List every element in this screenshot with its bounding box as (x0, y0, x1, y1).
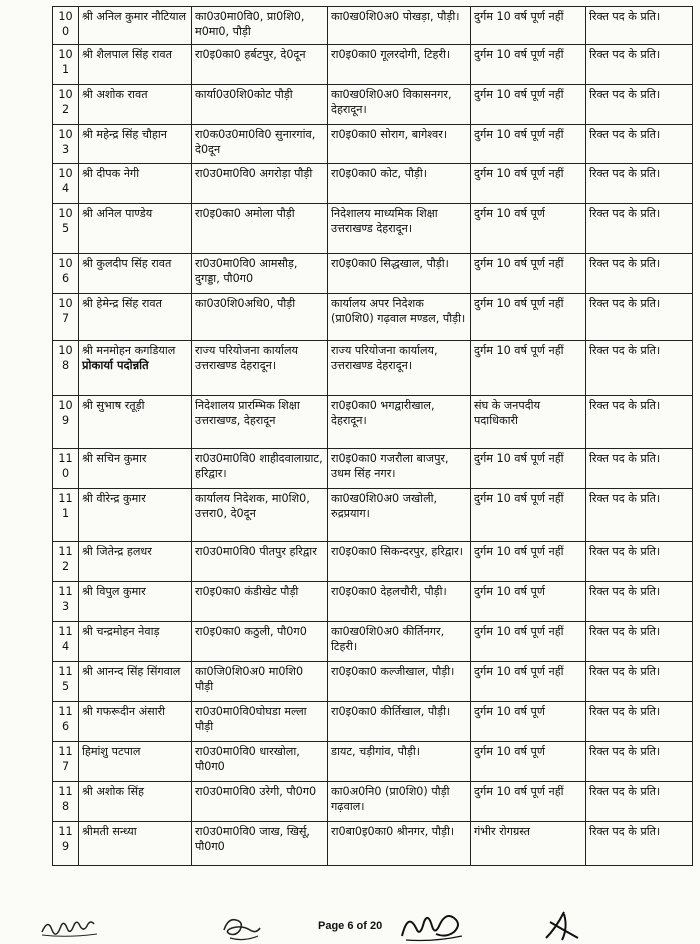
employee-name-cell (79, 742, 192, 782)
new-posting-text: रा0इ0का0 गूलरदोगी, टिहरी। (331, 48, 451, 61)
serial-number-cell (53, 341, 79, 396)
current-posting-text: कार्यालय निदेशक, मा0शि0, उत्तरा0, दे0दून (195, 492, 310, 520)
new-posting-cell (328, 742, 471, 782)
serial-number-text: 113 (58, 585, 73, 613)
reason-cell (471, 45, 586, 85)
table-row (53, 662, 693, 702)
remark-cell (586, 582, 693, 622)
employee-name-text: श्री चन्द्रमोहन नेवाड़ (82, 625, 160, 638)
serial-number-text: 101 (58, 48, 73, 76)
new-posting-cell (328, 489, 471, 542)
current-posting-text: रा0उ0मा0वि0 जाख, खिर्सू, पौ0ग0 (195, 825, 310, 853)
reason-cell (471, 164, 586, 204)
reason-text: दुर्गम 10 वर्ष पूर्ण (474, 705, 545, 718)
serial-number-cell (53, 254, 79, 294)
serial-number-cell (53, 294, 79, 341)
serial-number-text: 103 (58, 128, 73, 156)
page-number: Page 6 of 20 (318, 920, 383, 932)
employee-name-text: श्री वीरेन्द्र कुमार (82, 492, 146, 505)
remark-cell (586, 702, 693, 742)
serial-number-text: 109 (58, 399, 73, 427)
employee-name-cell (79, 662, 192, 702)
current-posting-cell (192, 662, 328, 702)
current-posting-cell (192, 542, 328, 582)
serial-number-cell (53, 85, 79, 125)
reason-text: दुर्गम 10 वर्ष पूर्ण नहीं (474, 297, 564, 310)
page-footer (0, 908, 700, 944)
current-posting-text: रा0इ0का0 कठुली, पौ0ग0 (195, 625, 307, 638)
remark-cell (586, 85, 693, 125)
remark-cell (586, 164, 693, 204)
new-posting-text: डायट, चड़ीगांव, पौड़ी। (331, 745, 421, 758)
serial-number-cell (53, 822, 79, 866)
current-posting-text: रा0क0उ0मा0वि0 सुनारगांव, दे0दून (195, 128, 316, 156)
serial-number-cell (53, 125, 79, 164)
table-row (53, 782, 693, 822)
reason-cell (471, 822, 586, 866)
new-posting-cell (328, 125, 471, 164)
current-posting-cell (192, 294, 328, 341)
employee-name-cell (79, 542, 192, 582)
current-posting-cell (192, 822, 328, 866)
table-row (53, 542, 693, 582)
remark-text: रिक्त पद के प्रति। (589, 344, 661, 357)
remark-cell (586, 341, 693, 396)
employee-name-cell (79, 782, 192, 822)
serial-number-cell (53, 449, 79, 489)
remark-cell (586, 7, 693, 45)
employee-name-cell (79, 622, 192, 662)
new-posting-text: रा0बा0इ0का0 श्रीनगर, पौड़ी। (331, 825, 455, 838)
serial-number-cell (53, 164, 79, 204)
serial-number-text: 117 (58, 745, 73, 773)
remark-text: रिक्त पद के प्रति। (589, 545, 661, 558)
employee-name-cell (79, 45, 192, 85)
serial-number-text: 108 (58, 344, 73, 372)
current-posting-text: रा0उ0मा0वि0 पीतपुर हरिद्वार (195, 545, 317, 558)
remark-cell (586, 204, 693, 254)
employee-name-text: श्री अनिल पाण्डेय (82, 207, 153, 220)
new-posting-cell (328, 341, 471, 396)
employee-name-text: श्री मनमोहन कगडियाल (82, 344, 176, 357)
reason-cell (471, 489, 586, 542)
reason-cell (471, 396, 586, 449)
employee-name-text: श्री महेन्द्र सिंह चौहान (82, 128, 167, 141)
new-posting-text: रा0इ0का0 गजरौला बाजपुर, उधम सिंह नगर। (331, 452, 449, 480)
remark-cell (586, 662, 693, 702)
employee-name-text: श्री विपुल कुमार (82, 585, 146, 598)
reason-cell (471, 204, 586, 254)
new-posting-cell (328, 85, 471, 125)
new-posting-text: रा0इ0का0 सिकन्दरपुर, हरिद्वार। (331, 545, 463, 558)
current-posting-cell (192, 582, 328, 622)
serial-number-text: 110 (58, 452, 73, 480)
current-posting-cell (192, 7, 328, 45)
serial-number-cell (53, 204, 79, 254)
current-posting-cell (192, 254, 328, 294)
new-posting-text: का0ख0शि0अ0 पोखड़ा, पौड़ी। (331, 10, 460, 23)
remark-cell (586, 294, 693, 341)
signature-far-right (538, 908, 588, 944)
employee-name-text: श्री सचिन कुमार (82, 452, 147, 465)
serial-number-cell (53, 7, 79, 45)
new-posting-text: रा0इ0का0 कल्जीखाल, पौड़ी। (331, 665, 455, 678)
reason-cell (471, 542, 586, 582)
employee-name-text: श्री सुभाष रतूड़ी (82, 399, 145, 412)
new-posting-cell (328, 204, 471, 254)
serial-number-text: 105 (58, 207, 73, 235)
remark-cell (586, 489, 693, 542)
current-posting-cell (192, 125, 328, 164)
reason-text: दुर्गम 10 वर्ष पूर्ण नहीं (474, 452, 564, 465)
new-posting-text: निदेशालय माध्यमिक शिक्षा उत्तराखण्ड देहरादून। (331, 207, 438, 235)
transfer-list-table (52, 6, 693, 866)
table-row (53, 164, 693, 204)
reason-text: दुर्गम 10 वर्ष पूर्ण नहीं (474, 625, 564, 638)
serial-number-cell (53, 702, 79, 742)
employee-name-cell (79, 125, 192, 164)
remark-text: रिक्त पद के प्रति। (589, 625, 661, 638)
employee-name-text: श्री आनन्द सिंह सिंगवाल (82, 665, 181, 678)
reason-text: दुर्गम 10 वर्ष पूर्ण नहीं (474, 48, 564, 61)
new-posting-text: का0ख0शि0अ0 जखोली, रुद्रप्रयाग। (331, 492, 438, 520)
current-posting-text: निदेशालय प्रारम्भिक शिक्षा उत्तराखण्ड, देहरादून (195, 399, 300, 427)
serial-number-cell (53, 396, 79, 449)
employee-name-cell (79, 582, 192, 622)
remark-text: रिक्त पद के प्रति। (589, 492, 661, 505)
reason-cell (471, 85, 586, 125)
serial-number-cell (53, 542, 79, 582)
new-posting-cell (328, 45, 471, 85)
serial-number-text: 102 (58, 88, 73, 116)
reason-text: दुर्गम 10 वर्ष पूर्ण नहीं (474, 492, 564, 505)
remark-cell (586, 45, 693, 85)
new-posting-text: रा0इ0का0 सिद्धखाल, पौड़ी। (331, 257, 449, 270)
employee-name-text: श्री कुलदीप सिंह रावत (82, 257, 172, 270)
employee-name-cell (79, 7, 192, 45)
remark-cell (586, 449, 693, 489)
serial-number-text: 104 (58, 167, 73, 195)
remark-cell (586, 125, 693, 164)
current-posting-cell (192, 742, 328, 782)
reason-cell (471, 742, 586, 782)
employee-name-cell (79, 164, 192, 204)
remark-text: रिक्त पद के प्रति। (589, 257, 661, 270)
current-posting-text: का0जि0शि0अ0 मा0शि0 पौड़ी (195, 665, 304, 693)
employee-name-cell (79, 85, 192, 125)
new-posting-cell (328, 542, 471, 582)
remark-text: रिक्त पद के प्रति। (589, 207, 661, 220)
table-row (53, 204, 693, 254)
employee-name-cell (79, 204, 192, 254)
employee-name-text: श्री गफरूदीन अंसारी (82, 705, 166, 718)
employee-name-text: श्री अशोक सिंह (82, 785, 144, 798)
table-body (53, 7, 693, 866)
new-posting-cell (328, 582, 471, 622)
new-posting-cell (328, 294, 471, 341)
remark-cell (586, 396, 693, 449)
serial-number-cell (53, 782, 79, 822)
reason-text: गंभीर रोगग्रस्त (474, 825, 531, 838)
new-posting-text: रा0इ0का0 सोराग, बागेश्वर। (331, 128, 448, 141)
reason-text: संघ के जनपदीय पदाधिकारी (474, 399, 541, 427)
serial-number-text: 114 (58, 625, 73, 653)
employee-name-text: श्री अशोक रावत (82, 88, 148, 101)
reason-text: दुर्गम 10 वर्ष पूर्ण नहीं (474, 167, 564, 180)
table-row (53, 582, 693, 622)
reason-text: दुर्गम 10 वर्ष पूर्ण नहीं (474, 344, 564, 357)
new-posting-cell (328, 782, 471, 822)
serial-number-text: 106 (58, 257, 73, 285)
current-posting-text: राज्य परियोजना कार्यालय उत्तराखण्ड देहरादून। (195, 344, 299, 372)
remark-text: रिक्त पद के प्रति। (589, 825, 661, 838)
new-posting-cell (328, 7, 471, 45)
reason-cell (471, 7, 586, 45)
table-row (53, 622, 693, 662)
employee-name-text: श्री दीपक नेगी (82, 167, 140, 180)
reason-cell (471, 582, 586, 622)
reason-text: दुर्गम 10 वर्ष पूर्ण नहीं (474, 10, 564, 23)
employee-name-text: हिमांशु पटपाल (82, 745, 141, 758)
current-posting-cell (192, 164, 328, 204)
signature-left (38, 914, 108, 940)
table-row (53, 742, 693, 782)
employee-name-text: श्री शैलपाल सिंह रावत (82, 48, 172, 61)
new-posting-text: का0ख0शि0अ0 विकासनगर, देहरादून। (331, 88, 452, 116)
current-posting-text: रा0इ0का0 हर्बटपुर, दे0दून (195, 48, 306, 61)
table-row (53, 85, 693, 125)
employee-name-text: श्री जितेन्द्र हलधर (82, 545, 152, 558)
new-posting-cell (328, 254, 471, 294)
remark-text: रिक्त पद के प्रति। (589, 88, 661, 101)
current-posting-text: का0उ0मा0वि0, प्रा0शि0, म0मा0, पौड़ी (195, 10, 305, 38)
reason-text: दुर्गम 10 वर्ष पूर्ण (474, 207, 545, 220)
new-posting-cell (328, 622, 471, 662)
employee-name-cell (79, 396, 192, 449)
employee-name-text: श्रीमती सन्ध्या (82, 825, 137, 838)
remark-cell (586, 782, 693, 822)
current-posting-text: रा0उ0मा0वि0 आमसौड़, दुगड्डा, पौ0ग0 (195, 257, 298, 285)
table-row (53, 125, 693, 164)
employee-name-text: श्री अनिल कुमार नौटियाल (82, 10, 187, 23)
employee-name-text: श्री हेमेन्द्र सिंह रावत (82, 297, 162, 310)
current-posting-cell (192, 622, 328, 662)
new-posting-cell (328, 396, 471, 449)
employee-name-cell (79, 341, 192, 396)
current-posting-text: कार्या0उ0शि0कोट पौड़ी (195, 88, 293, 101)
current-posting-text: रा0उ0मा0वि0 धारखोला, पौ0ग0 (195, 745, 300, 773)
remark-text: रिक्त पद के प्रति। (589, 297, 661, 310)
serial-number-text: 119 (58, 825, 73, 853)
current-posting-text: रा0उ0मा0वि0 उरेगी, पौ0ग0 (195, 785, 317, 798)
reason-text: दुर्गम 10 वर्ष पूर्ण नहीं (474, 665, 564, 678)
current-posting-cell (192, 204, 328, 254)
remark-text: रिक्त पद के प्रति। (589, 128, 661, 141)
new-posting-cell (328, 662, 471, 702)
new-posting-text: का0अ0नि0 (प्रा0शि0) पौड़ी गढ़वाल। (331, 785, 450, 813)
new-posting-cell (328, 702, 471, 742)
table-row (53, 489, 693, 542)
new-posting-text: रा0इ0का0 भगद्वारीखाल, देहरादून। (331, 399, 435, 427)
current-posting-cell (192, 782, 328, 822)
reason-cell (471, 449, 586, 489)
table-row (53, 45, 693, 85)
serial-number-cell (53, 622, 79, 662)
remark-text: रिक्त पद के प्रति। (589, 10, 661, 23)
current-posting-cell (192, 85, 328, 125)
remark-cell (586, 622, 693, 662)
remark-text: रिक्त पद के प्रति। (589, 745, 661, 758)
employee-name-cell (79, 294, 192, 341)
current-posting-text: रा0इ0का0 कंडीखेट पौड़ी (195, 585, 299, 598)
serial-number-text: 112 (58, 545, 73, 573)
table-row (53, 294, 693, 341)
reason-cell (471, 662, 586, 702)
current-posting-cell (192, 702, 328, 742)
table-row (53, 822, 693, 866)
serial-number-text: 111 (58, 492, 73, 520)
current-posting-text: रा0उ0मा0वि0 अगरोड़ा पौड़ी (195, 167, 313, 180)
reason-text: दुर्गम 10 वर्ष पूर्ण नहीं (474, 128, 564, 141)
reason-text: दुर्गम 10 वर्ष पूर्ण नहीं (474, 257, 564, 270)
current-posting-text: रा0उ0मा0वि0घोघडा मल्ला पौड़ी (195, 705, 307, 733)
reason-cell (471, 782, 586, 822)
employee-name-cell (79, 822, 192, 866)
new-posting-text: रा0इ0का0 कीर्तिखाल, पौड़ी। (331, 705, 451, 718)
serial-number-cell (53, 489, 79, 542)
new-posting-text: रा0इ0का0 कोट, पौड़ी। (331, 167, 427, 180)
serial-number-text: 107 (58, 297, 73, 325)
serial-number-cell (53, 45, 79, 85)
current-posting-text: रा0इ0का0 अमोला पौड़ी (195, 207, 295, 220)
employee-name-cell (79, 254, 192, 294)
reason-text: दुर्गम 10 वर्ष पूर्ण नहीं (474, 545, 564, 558)
serial-number-text: 115 (58, 665, 73, 693)
remark-text: रिक्त पद के प्रति। (589, 399, 661, 412)
signature-middle (216, 910, 266, 942)
new-posting-cell (328, 449, 471, 489)
table-row (53, 7, 693, 45)
current-posting-cell (192, 489, 328, 542)
remark-text: रिक्त पद के प्रति। (589, 705, 661, 718)
employee-name-cell (79, 702, 192, 742)
employee-name-cell (79, 489, 192, 542)
remark-text: रिक्त पद के प्रति। (589, 665, 661, 678)
reason-cell (471, 125, 586, 164)
reason-cell (471, 622, 586, 662)
table-row (53, 254, 693, 294)
new-posting-text: राज्य परियोजना कार्यालय, उत्तराखण्ड देहरादून। (331, 344, 438, 372)
serial-number-cell (53, 742, 79, 782)
reason-text: दुर्गम 10 वर्ष पूर्ण (474, 585, 545, 598)
remark-cell (586, 822, 693, 866)
serial-number-text: 116 (58, 705, 73, 733)
reason-text: दुर्गम 10 वर्ष पूर्ण नहीं (474, 88, 564, 101)
reason-cell (471, 254, 586, 294)
reason-cell (471, 294, 586, 341)
remark-text: रिक्त पद के प्रति। (589, 785, 661, 798)
remark-text: रिक्त पद के प्रति। (589, 585, 661, 598)
current-posting-cell (192, 341, 328, 396)
serial-number-cell (53, 662, 79, 702)
table-row (53, 702, 693, 742)
remark-text: रिक्त पद के प्रति। (589, 48, 661, 61)
reason-cell (471, 702, 586, 742)
table-row (53, 396, 693, 449)
current-posting-cell (192, 396, 328, 449)
reason-cell (471, 341, 586, 396)
remark-cell (586, 542, 693, 582)
remark-text: रिक्त पद के प्रति। (589, 167, 661, 180)
table-row (53, 341, 693, 396)
reason-text: दुर्गम 10 वर्ष पूर्ण (474, 745, 545, 758)
employee-name-cell (79, 449, 192, 489)
current-posting-cell (192, 45, 328, 85)
new-posting-text: का0ख0शि0अ0 कीर्तिनगर, टिहरी। (331, 625, 445, 653)
name-note-text: प्रोकार्या पदोन्नति (82, 358, 149, 372)
signature-right (396, 910, 476, 944)
new-posting-cell (328, 822, 471, 866)
current-posting-text: रा0उ0मा0वि0 शाहीदवालाग्राट, हरिद्वार। (195, 452, 323, 480)
current-posting-cell (192, 449, 328, 489)
remark-cell (586, 254, 693, 294)
new-posting-cell (328, 164, 471, 204)
table-row (53, 449, 693, 489)
serial-number-text: 118 (58, 785, 73, 813)
serial-number-text: 100 (58, 10, 73, 38)
serial-number-cell (53, 582, 79, 622)
current-posting-text: का0उ0शि0अधि0, पौड़ी (195, 297, 296, 310)
remark-cell (586, 742, 693, 782)
reason-text: दुर्गम 10 वर्ष पूर्ण नहीं (474, 785, 564, 798)
new-posting-text: कार्यालय अपर निदेशक (प्रा0शि0) गढ़वाल मण्डल, पौड़ी। (331, 297, 466, 325)
new-posting-text: रा0इ0का0 देहलचौरी, पौड़ी। (331, 585, 447, 598)
remark-text: रिक्त पद के प्रति। (589, 452, 661, 465)
